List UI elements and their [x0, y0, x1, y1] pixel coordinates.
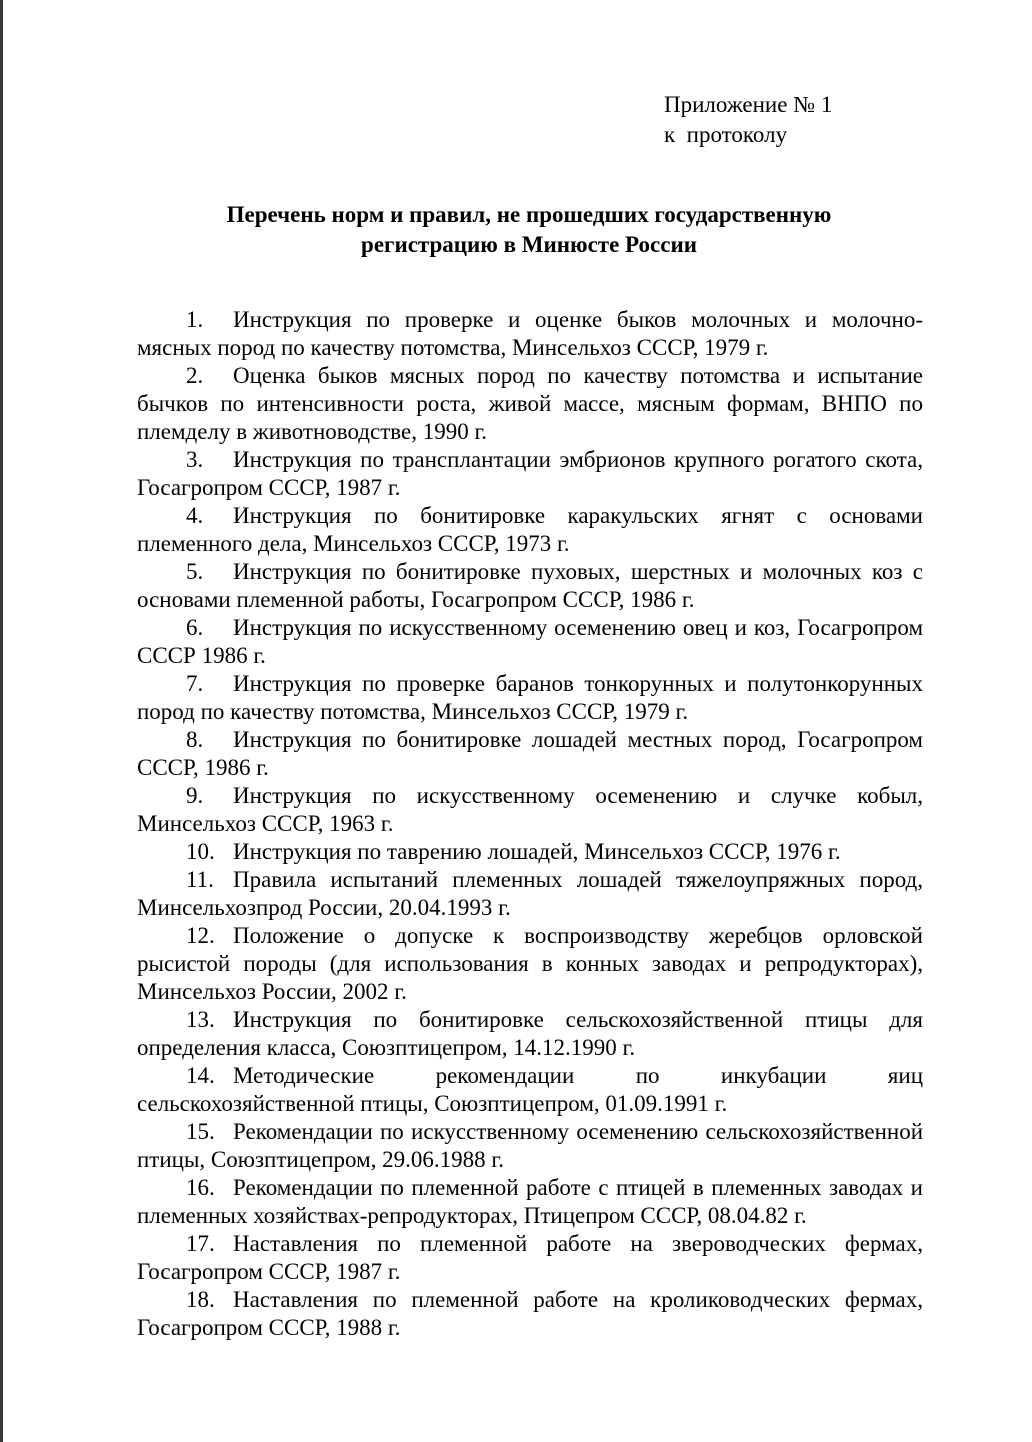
- item-number: 8.: [186, 727, 204, 752]
- annex-header: [664, 90, 832, 150]
- item-number: 7.: [186, 671, 204, 696]
- item-number: 4.: [186, 503, 204, 528]
- document-title: [136, 200, 922, 260]
- list-item: [137, 1062, 923, 1118]
- list-item: [137, 1006, 923, 1062]
- item-number: 11.: [186, 867, 214, 892]
- list-item: [137, 614, 923, 670]
- list-item: [137, 1174, 923, 1230]
- item-text: Наставления по племенной работе на звероводческих фермах, Госагропром СССР, 1987 г.: [137, 1231, 923, 1284]
- item-text: Инструкция по проверке баранов тонкорунных и полутонкорунных пород по качеству потомства, Минсельхоз СССР, 1979 г.: [137, 671, 923, 724]
- item-number: 10.: [186, 839, 215, 864]
- list-item: [137, 726, 923, 782]
- item-text: Рекомендации по племенной работе с птицей в племенных заводах и племенных хозяйствах-репродукторах, Птицепром СССР, 08.04.82 г.: [137, 1175, 923, 1228]
- item-number: 14.: [186, 1063, 215, 1088]
- list-item: [137, 306, 923, 362]
- annex-line-1: Приложение № 1: [664, 92, 833, 117]
- item-text: Инструкция по бонитировке лошадей местных пород, Госагропром СССР, 1986 г.: [137, 727, 923, 780]
- item-text: Инструкция по искусственному осеменению овец и коз, Госагропром СССР 1986 г.: [137, 615, 923, 668]
- title-line-1: Перечень норм и правил, не прошедших государственную: [226, 202, 832, 227]
- item-number: 18.: [186, 1287, 215, 1312]
- list-item: [137, 446, 923, 502]
- list-item: [137, 1118, 923, 1174]
- item-number: 12.: [186, 923, 215, 948]
- item-text: Рекомендации по искусственному осеменению сельскохозяйственной птицы, Союзптицепром, 29.06.1988 г.: [137, 1119, 923, 1172]
- page-left-edge: [0, 0, 3, 1442]
- list-item: [137, 838, 923, 866]
- item-text: Инструкция по проверке и оценке быков молочных и молочно-мясных пород по качеству потомства, Минсельхоз СССР, 1979 г.: [137, 307, 923, 360]
- list-item: [137, 866, 923, 922]
- item-number: 2.: [186, 363, 204, 388]
- item-text: Оценка быков мясных пород по качеству потомства и испытание бычков по интенсивности роста, живой массе, мясным формам, ВНПО по племделу в животноводстве, 1990 г.: [137, 363, 923, 444]
- item-number: 9.: [186, 783, 204, 808]
- item-text: Инструкция по трансплантации эмбрионов крупного рогатого скота, Госагропром СССР, 1987 г.: [137, 447, 923, 500]
- item-text: Инструкция по бонитировке пуховых, шерстных и молочных коз с основами племенной работы, Госагропром СССР, 1986 г.: [137, 559, 923, 612]
- item-text: Методические рекомендации по инкубации яиц сельскохозяйственной птицы, Союзптицепром, 01.09.1991 г.: [137, 1063, 923, 1116]
- item-number: 13.: [186, 1007, 215, 1032]
- list-item: [137, 1230, 923, 1286]
- title-line-2: регистрацию в Минюсте России: [361, 232, 697, 257]
- annex-line-2: к протоколу: [664, 122, 788, 147]
- item-text: Инструкция по бонитировке сельскохозяйственной птицы для определения класса, Союзптицепром, 14.12.1990 г.: [137, 1007, 923, 1060]
- list-item: [137, 502, 923, 558]
- list-item: [137, 558, 923, 614]
- item-text: Инструкция по бонитировке каракульских ягнят с основами племенного дела, Минсельхоз СССР, 1973 г.: [137, 503, 923, 556]
- list-item: [137, 670, 923, 726]
- item-number: 6.: [186, 615, 204, 640]
- item-text: Положение о допуске к воспроизводству жеребцов орловской рысистой породы (для использования в конных заводах и репродукторах), Минсельхоз России, 2002 г.: [137, 923, 923, 1004]
- item-number: 1.: [186, 307, 204, 332]
- item-text: Правила испытаний племенных лошадей тяжелоупряжных пород, Минсельхозпрод России, 20.04.1993 г.: [137, 867, 923, 920]
- item-number: 3.: [186, 447, 204, 472]
- item-number: 15.: [186, 1119, 215, 1144]
- list-item: [137, 362, 923, 446]
- item-text: Инструкция по таврению лошадей, Минсельхоз СССР, 1976 г.: [233, 839, 841, 864]
- norms-list: [137, 306, 923, 1342]
- item-number: 17.: [186, 1231, 215, 1256]
- item-number: 5.: [186, 559, 204, 584]
- list-item: [137, 922, 923, 1006]
- list-item: [137, 1286, 923, 1342]
- item-text: Инструкция по искусственному осеменению и случке кобыл, Минсельхоз СССР, 1963 г.: [137, 783, 923, 836]
- item-number: 16.: [186, 1175, 215, 1200]
- item-text: Наставления по племенной работе на кролиководческих фермах, Госагропром СССР, 1988 г.: [137, 1287, 923, 1340]
- list-item: [137, 782, 923, 838]
